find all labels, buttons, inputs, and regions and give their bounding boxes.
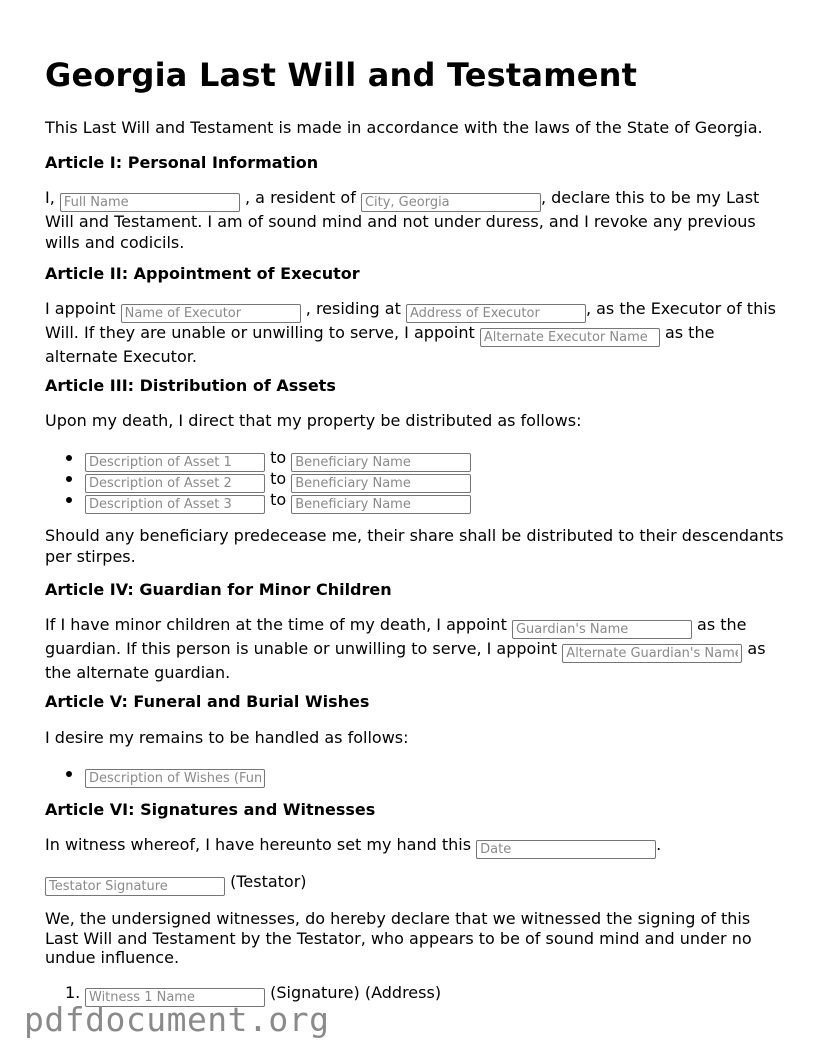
witness-1-line: 1. Witness 1 Name (Signature) (Address) [45,983,785,1004]
list-item [45,763,785,784]
watermark: pdfdocument.org [24,1000,330,1039]
executor-address-input[interactable] [406,304,586,323]
bullet [66,476,72,482]
article-4-heading: Article IV: Guardian for Minor Children [45,580,392,599]
alternate-guardian-input[interactable] [562,644,742,663]
wishes-input[interactable] [85,769,265,788]
testator-signature-line: Testator Signature (Testator) [45,872,785,896]
article-2-paragraph: I appoint Name of Executor , residing at Address of Executor , as the Executor of this Will. If they are unable or unwilling to serve, I appoint Alternate Executor Name as the alternate Executor. [45,299,785,368]
article-5-intro: I desire my remains to be handled as follows: [45,728,409,747]
article-4-paragraph: If I have minor children at the time of my death, I appoint Guardian's Name as the guardian. If this person is unable or unwilling to serve, I appoint Alternate Guardian's Name as the alternate guardian. [45,615,785,684]
bullet [66,497,72,503]
full-name-input[interactable] [60,193,240,212]
article-6-heading: Article VI: Signatures and Witnesses [45,800,376,819]
article-1-paragraph: I, Full Name , a resident of City, Georgia , declare this to be my Last Will and Testament. I am of sound mind and not under duress, and I revoke any previous wills and codicils. [45,188,785,253]
date-input[interactable] [476,840,656,859]
testator-signature-input[interactable] [45,877,225,896]
article-6-paragraph: In witness whereof, I have hereunto set my hand this Date . [45,835,785,859]
witness-declaration: We, the undersigned witnesses, do hereby declare that we witnessed the signing of this Last Will and Testament by the Testator, who appears to be of sound mind and under no undue influence. [45,909,752,967]
list-item: Description of Asset 1 to Beneficiary Name [45,447,785,468]
city-input[interactable] [361,193,541,212]
article-3-heading: Article III: Distribution of Assets [45,376,336,395]
beneficiary-3-input[interactable] [291,495,471,514]
article-3-after: Should any beneficiary predecease me, their share shall be distributed to their descendants per stirpes. [45,526,784,566]
asset-list [45,447,785,510]
wishes-list [45,763,785,784]
guardian-name-input[interactable] [512,620,692,639]
article-5-heading: Article V: Funeral and Burial Wishes [45,692,370,711]
article-1-heading: Article I: Personal Information [45,153,319,172]
list-item: Description of Asset 3 to Beneficiary Name [45,489,785,510]
article-3-intro: Upon my death, I direct that my property be distributed as follows: [45,411,582,430]
page-title: Georgia Last Will and Testament [45,56,638,94]
alternate-executor-input[interactable] [480,328,660,347]
article-2-heading: Article II: Appointment of Executor [45,264,360,283]
list-number: 1. [65,983,81,1002]
intro-paragraph: This Last Will and Testament is made in accordance with the laws of the State of Georgia. [45,118,763,137]
list-item: Description of Asset 2 to Beneficiary Name [45,468,785,489]
asset-3-input[interactable] [85,495,265,514]
bullet [66,455,72,461]
executor-name-input[interactable] [121,304,301,323]
bullet [66,771,72,777]
